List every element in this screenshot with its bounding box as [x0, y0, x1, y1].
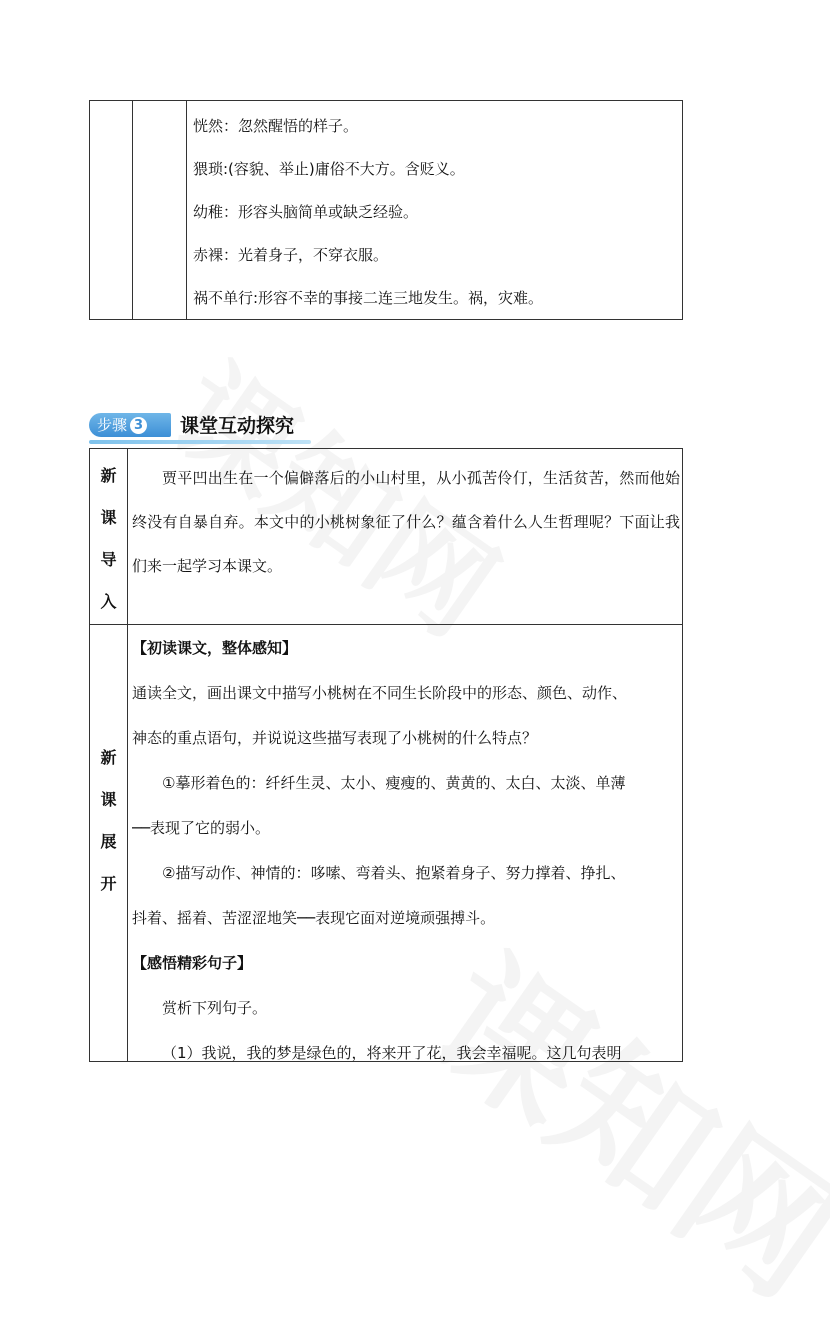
label-char: 课: [100, 790, 117, 809]
label-char: 开: [100, 874, 117, 893]
unfold-row-label: [90, 737, 127, 905]
step-number: 3: [130, 417, 147, 434]
question-line: （1）我说，我的梦是绿色的，将来开了花，我会幸福呢。这几句表明: [162, 1044, 622, 1062]
intro-row-label: [90, 455, 127, 623]
step-title: 课堂互动探究: [180, 415, 295, 437]
question-line: 通读全文，画出课文中描写小桃树在不同生长阶段中的形态、颜色、动作、: [132, 684, 628, 702]
question-line: 神态的重点语句，并说说这些描写表现了小桃树的什么特点？: [132, 729, 538, 747]
instruction-line: 赏析下列句子。: [162, 999, 268, 1017]
answer-line: ②描写动作、神情的：哆嗦、弯着头、抱紧着身子、努力撑着、挣扎、: [162, 864, 626, 882]
table-divider: [90, 624, 682, 625]
step-underline: [89, 440, 311, 444]
vocab-item: 恍然：忽然醒悟的样子。: [193, 117, 359, 135]
section-heading: 【感悟精彩句子】: [132, 954, 253, 972]
vocab-table: [89, 100, 683, 320]
vocab-item: 幼稚：形容头脑简单或缺乏经验。: [193, 203, 419, 221]
label-char: 新: [100, 748, 117, 767]
intro-text: 贾平凹出生在一个偏僻落后的小山村里，从小孤苦伶仃，生活贫苦，然而他始终没有自暴自弃。本文中的小桃树象征了什么？蕴含着什么人生哲理呢？下面让我们来一起学习本课文。: [132, 469, 680, 575]
label-char: 导: [100, 550, 117, 569]
vocab-list: [193, 111, 674, 326]
answer-line: ①摹形着色的：纤纤生灵、太小、瘦瘦的、黄黄的、太白、太淡、单薄: [162, 774, 626, 792]
label-char: 课: [100, 508, 117, 527]
lesson-table: [89, 448, 683, 1062]
step-badge: [89, 413, 171, 437]
label-char: 展: [100, 832, 117, 851]
vocab-item: 赤裸：光着身子，不穿衣服。: [193, 246, 389, 264]
table-divider: [186, 101, 187, 319]
vocab-item: 猥琐:(容貌、举止)庸俗不大方。含贬义。: [193, 160, 465, 178]
unfold-content: [132, 626, 680, 1076]
label-char: 入: [100, 592, 117, 611]
label-char: 新: [100, 466, 117, 485]
table-divider: [127, 449, 128, 1061]
step-label: 步骤: [97, 416, 128, 434]
answer-line: 抖着、摇着、苦涩涩地笑──表现它面对逆境顽强搏斗。: [132, 909, 496, 927]
table-divider: [132, 101, 133, 319]
section-heading: 【初读课文，整体感知】: [132, 639, 298, 657]
vocab-item: 祸不单行:形容不幸的事接二连三地发生。祸，灾难。: [193, 289, 544, 307]
answer-line: ──表现了它的弱小。: [132, 819, 271, 837]
